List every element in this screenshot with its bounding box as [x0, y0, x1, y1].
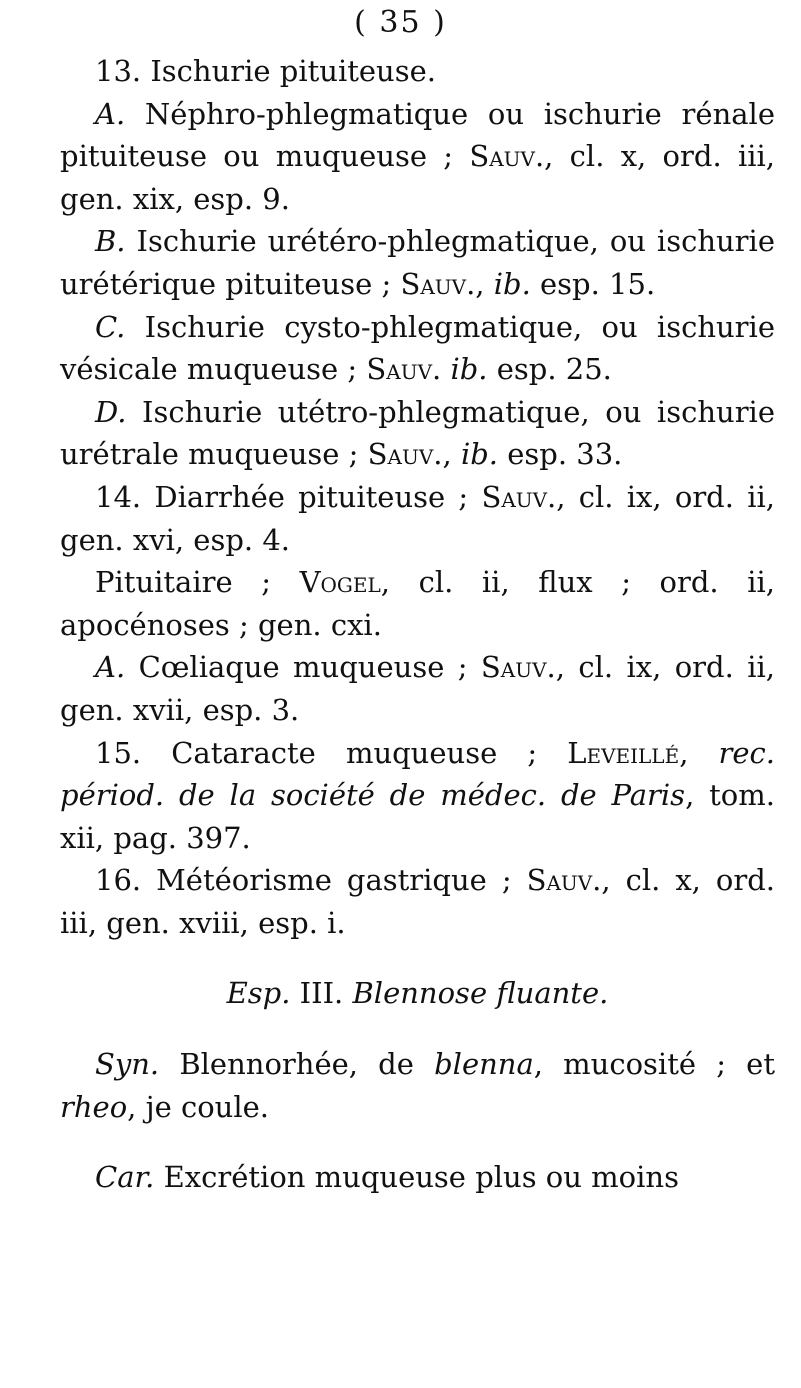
text-run: , cl. x, ord. iii, gen. xix, esp. 9.: [60, 139, 775, 216]
text-run: B.: [95, 224, 126, 259]
paragraph-p13b: [60, 220, 775, 305]
text-run: 15. Cataracte muqueuse ;: [95, 735, 568, 770]
paragraph-p13d: [60, 391, 775, 476]
text-run: ,: [442, 437, 461, 472]
text-run: blenna: [434, 1047, 534, 1082]
text-run: esp. 25.: [487, 352, 612, 387]
paragraph-p13a: [60, 93, 775, 221]
text-run: ,: [679, 735, 719, 770]
paragraph-p14b: [60, 561, 775, 646]
text-run: D.: [95, 394, 127, 429]
text-run: ib.: [460, 437, 498, 472]
text-run: Vogel: [299, 565, 381, 600]
paragraph-p14a: [60, 646, 775, 731]
text-run: Blennorhée, de: [159, 1047, 435, 1082]
text-run: Sauv.: [526, 863, 602, 898]
text-run: Néphro-phlegmatique ou ischurie rénale pituiteuse ou muqueuse ;: [60, 96, 775, 174]
text-run: Cœliaque muqueuse ;: [125, 650, 481, 685]
text-run: , cl. ix, ord. ii, gen. xvii, esp. 3.: [60, 650, 775, 727]
text-run: rheo: [60, 1089, 128, 1124]
paragraph-p14: [60, 476, 775, 561]
text-run: Sauv.: [366, 352, 442, 387]
text-run: III.: [290, 976, 353, 1011]
text-run: Esp.: [226, 976, 291, 1011]
text-run: ib.: [450, 352, 488, 387]
text-run: ib.: [493, 266, 531, 301]
text-run: 13. Ischurie pituiteuse.: [95, 54, 436, 88]
text-run: , cl. x, ord. iii, gen. xviii, esp. i.: [60, 863, 775, 940]
text-run: Sauv.: [400, 266, 476, 301]
text-run: , cl. ii, flux ; ord. ii, apocénoses ; gen. cxi.: [60, 565, 775, 642]
text-run: C.: [95, 309, 126, 344]
text-run: Sauv.: [367, 437, 443, 472]
text-run: Ischurie cysto-phlegmatique, ou ischurie vésicale muqueuse ;: [60, 309, 775, 387]
paragraph-car: [60, 1156, 775, 1199]
text-run: Sauv.: [480, 650, 556, 685]
text-run: 16. Météorisme gastrique ;: [95, 863, 527, 898]
paragraph-p16: [60, 859, 775, 944]
text-run: Blennose fluante.: [352, 976, 609, 1011]
text-run: , mucosité ; et: [533, 1047, 775, 1082]
text-run: Excrétion muqueuse plus ou moins: [154, 1160, 679, 1195]
text-run: A.: [95, 96, 126, 131]
text-run: 14. Diarrhée pituiteuse ;: [95, 479, 482, 514]
text-run: Sauv.: [469, 139, 545, 174]
text-run: Pituitaire ;: [95, 565, 300, 600]
text-run: Leveillé: [567, 735, 680, 770]
text-run: , je coule.: [127, 1089, 270, 1124]
text-run: Ischurie urétéro-phlegmatique, ou ischurie urétérique pituiteuse ;: [60, 224, 775, 301]
paragraph-p13c: [60, 306, 775, 391]
text-run: esp. 15.: [530, 266, 656, 301]
text-run: Sauv.: [481, 479, 557, 514]
text-run: Ischurie utétro-phlegmatique, ou ischurie urétrale muqueuse ;: [60, 394, 775, 472]
text-run: Car.: [95, 1160, 155, 1195]
text-run: A.: [95, 650, 126, 685]
paragraph-syn: [60, 1043, 775, 1128]
text-run: esp. 33.: [498, 437, 623, 472]
page-body-text: [60, 50, 775, 1199]
paragraph-esp3: [60, 972, 775, 1015]
text-run: Syn.: [95, 1047, 160, 1082]
paragraph-p15: [60, 732, 775, 860]
paragraph-p13: [60, 50, 775, 93]
page-number-header: ( 35 ): [354, 5, 447, 40]
text-run: , tom. xii, pag. 397.: [60, 778, 775, 855]
text-run: , cl. ix, ord. ii, gen. xvi, esp. 4.: [60, 479, 775, 557]
text-run: ,: [475, 266, 494, 301]
text-run: rec. périod. de la société de médec. de Paris: [60, 735, 776, 813]
